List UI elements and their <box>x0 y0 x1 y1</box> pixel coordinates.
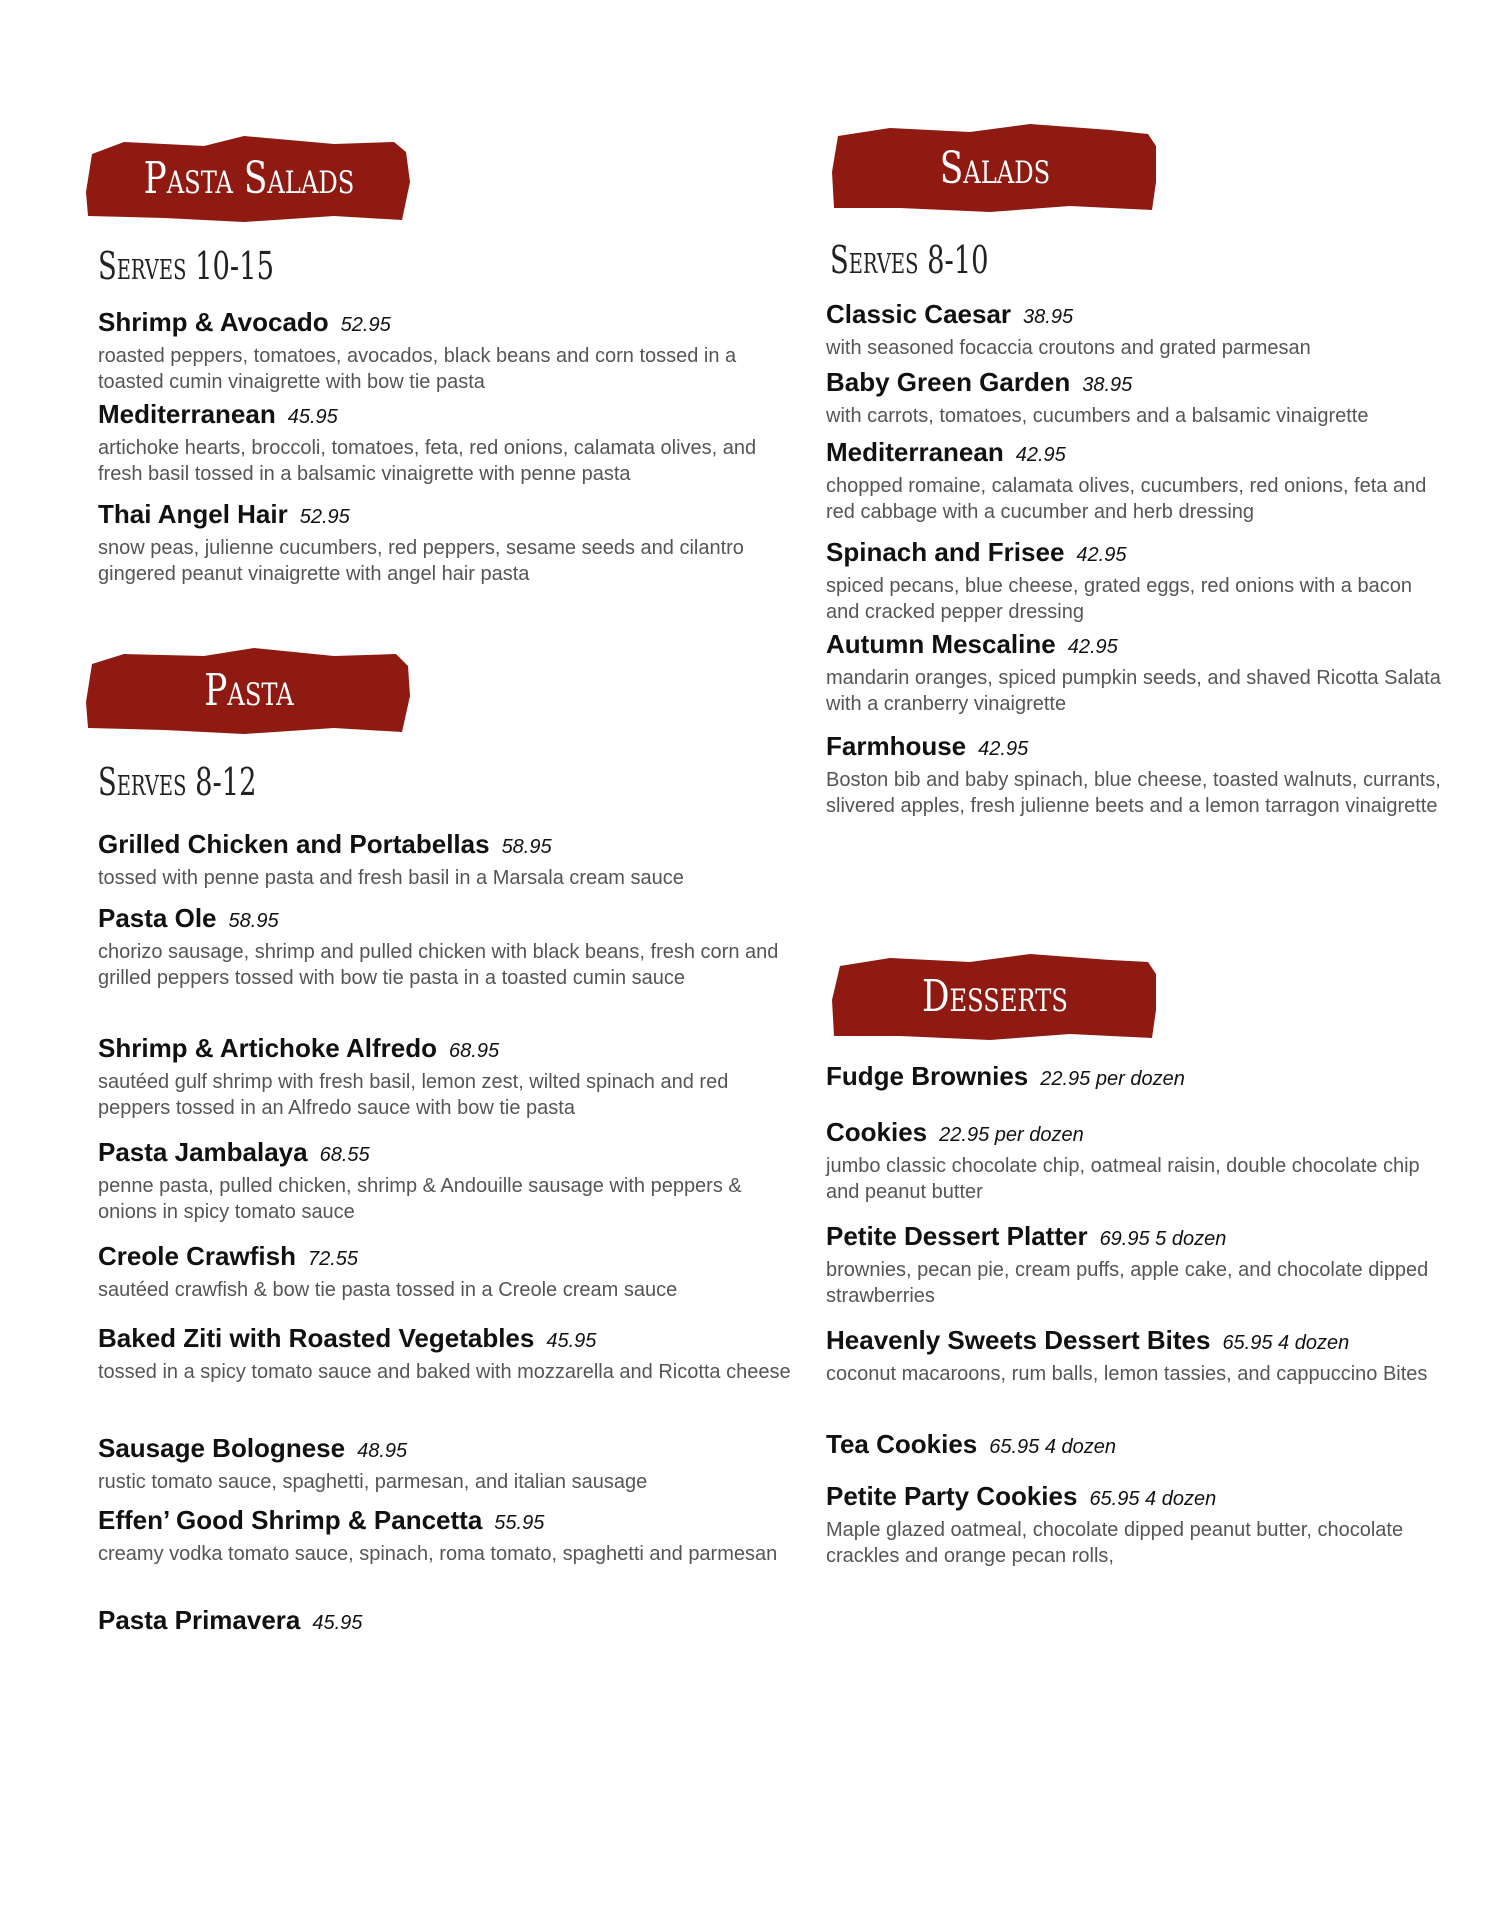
item-name: Baked Ziti with Roasted Vegetables <box>98 1323 535 1353</box>
item-price: 58.95 <box>228 910 279 932</box>
menu-item <box>826 1480 1446 1569</box>
item-price: 22.95 per dozen <box>939 1124 1084 1146</box>
menu-item <box>98 1504 798 1567</box>
item-price: 48.95 <box>357 1440 408 1462</box>
menu-item <box>98 1136 798 1225</box>
item-name: Pasta Jambalaya <box>98 1137 308 1167</box>
item-name: Baby Green Garden <box>826 367 1071 397</box>
item-name: Grilled Chicken and Portabellas <box>98 829 490 859</box>
item-price: 45.95 <box>312 1612 363 1634</box>
item-price: 42.95 <box>1076 544 1127 566</box>
menu-item <box>826 536 1446 625</box>
item-description: jumbo classic chocolate chip, oatmeal raisin, double chocolate chip and peanut butter <box>826 1155 1420 1203</box>
menu-item <box>98 1432 798 1495</box>
item-name: Spinach and Frisee <box>826 537 1065 567</box>
item-name: Sausage Bolognese <box>98 1433 346 1463</box>
item-price: 58.95 <box>501 836 552 858</box>
item-name: Shrimp & Artichoke Alfredo <box>98 1033 438 1063</box>
item-name: Shrimp & Avocado <box>98 307 329 337</box>
menu-item <box>98 398 798 487</box>
menu-item <box>826 628 1446 717</box>
item-price: 38.95 <box>1023 306 1074 328</box>
item-description: artichoke hearts, broccoli, tomatoes, feta, red onions, calamata olives, and fresh basil tossed in a balsamic vinaigrette with penne pasta <box>98 437 757 485</box>
menu-item <box>98 498 798 587</box>
item-description: mandarin oranges, spiced pumpkin seeds, and shaved Ricotta Salata with a cranberry vinaigrette <box>826 667 1441 715</box>
item-description: rustic tomato sauce, spaghetti, parmesan, and italian sausage <box>98 1471 648 1493</box>
menu-item <box>98 1240 798 1303</box>
item-description: chorizo sausage, shrimp and pulled chicken with black beans, fresh corn and grilled peppers tossed with bow tie pasta in a toasted cumin sauce <box>98 941 779 989</box>
item-name: Tea Cookies <box>826 1429 978 1459</box>
item-description: roasted peppers, tomatoes, avocados, black beans and corn tossed in a toasted cumin vinaigrette with bow tie pasta <box>98 345 737 393</box>
item-description: spiced pecans, blue cheese, grated eggs, red onions with a bacon and cracked pepper dressing <box>826 575 1412 623</box>
item-price: 42.95 <box>978 738 1029 760</box>
menu-item <box>826 1060 1446 1097</box>
menu-item <box>98 1604 798 1641</box>
item-price: 22.95 per dozen <box>1040 1068 1185 1090</box>
desserts-banner <box>830 950 1160 1042</box>
menu-item <box>826 1428 1446 1465</box>
item-price: 45.95 <box>287 406 338 428</box>
salads-serves: Serves 8-10 <box>830 238 989 282</box>
item-price: 38.95 <box>1082 374 1133 396</box>
salads-banner <box>830 122 1160 214</box>
item-description: creamy vodka tomato sauce, spinach, roma tomato, spaghetti and parmesan <box>98 1543 778 1565</box>
item-name: Farmhouse <box>826 731 967 761</box>
pasta-salads-serves: Serves 10-15 <box>98 244 275 288</box>
item-name: Creole Crawfish <box>98 1241 296 1271</box>
item-description: Boston bib and baby spinach, blue cheese, toasted walnuts, currants, slivered apples, fresh julienne beets and a lemon tarragon vinaigrette <box>826 769 1441 817</box>
item-price: 42.95 <box>1015 444 1066 466</box>
item-name: Classic Caesar <box>826 299 1012 329</box>
item-price: 52.95 <box>299 506 350 528</box>
menu-item <box>98 1322 798 1385</box>
item-description: penne pasta, pulled chicken, shrimp & Andouille sausage with peppers & onions in spicy tomato sauce <box>98 1175 742 1223</box>
item-name: Heavenly Sweets Dessert Bites <box>826 1325 1211 1355</box>
menu-item <box>826 366 1446 429</box>
item-description: snow peas, julienne cucumbers, red peppers, sesame seeds and cilantro gingered peanut vinaigrette with angel hair pasta <box>98 537 744 585</box>
item-name: Mediterranean <box>826 437 1004 467</box>
pasta-banner <box>84 644 414 736</box>
item-name: Mediterranean <box>98 399 276 429</box>
item-description: sautéed crawfish & bow tie pasta tossed in a Creole cream sauce <box>98 1279 678 1301</box>
menu-item <box>826 298 1446 361</box>
item-description: sautéed gulf shrimp with fresh basil, lemon zest, wilted spinach and red peppers tossed in an Alfredo sauce with bow tie pasta <box>98 1071 729 1119</box>
menu-item <box>98 306 798 395</box>
pasta-salads-title: Pasta Salads <box>143 152 355 204</box>
item-price: 42.95 <box>1067 636 1118 658</box>
menu-item <box>826 436 1446 525</box>
item-name: Petite Dessert Platter <box>826 1221 1088 1251</box>
item-name: Autumn Mescaline <box>826 629 1056 659</box>
item-price: 65.95 4 dozen <box>1222 1332 1350 1354</box>
menu-item <box>826 1220 1446 1309</box>
item-description: Maple glazed oatmeal, chocolate dipped peanut butter, chocolate crackles and orange pecan rolls, <box>826 1519 1404 1567</box>
pasta-salads-banner <box>84 132 414 224</box>
item-description: coconut macaroons, rum balls, lemon tassies, and cappuccino Bites <box>826 1363 1428 1385</box>
menu-item <box>98 1032 798 1121</box>
item-price: 72.55 <box>307 1248 359 1270</box>
menu-item <box>98 902 798 991</box>
item-name: Fudge Brownies <box>826 1061 1029 1091</box>
item-description: with seasoned focaccia croutons and grated parmesan <box>826 337 1311 359</box>
item-name: Pasta Ole <box>98 903 217 933</box>
item-description: brownies, pecan pie, cream puffs, apple cake, and chocolate dipped strawberries <box>826 1259 1429 1307</box>
pasta-serves: Serves 8-12 <box>98 760 257 804</box>
item-name: Thai Angel Hair <box>98 499 288 529</box>
menu-item <box>826 1116 1446 1205</box>
item-description: tossed in a spicy tomato sauce and baked with mozzarella and Ricotta cheese <box>98 1361 791 1383</box>
menu-item <box>98 828 798 891</box>
item-price: 68.95 <box>449 1040 500 1062</box>
item-price: 65.95 4 dozen <box>989 1436 1117 1458</box>
pasta-title: Pasta <box>204 664 294 716</box>
item-price: 55.95 <box>494 1512 545 1534</box>
item-price: 69.95 5 dozen <box>1099 1228 1227 1250</box>
item-price: 52.95 <box>340 314 391 336</box>
item-description: tossed with penne pasta and fresh basil in a Marsala cream sauce <box>98 867 684 889</box>
menu-item <box>826 730 1446 819</box>
item-price: 68.55 <box>319 1144 370 1166</box>
item-name: Cookies <box>826 1117 928 1147</box>
item-name: Petite Party Cookies <box>826 1481 1078 1511</box>
item-name: Pasta Primavera <box>98 1605 301 1635</box>
desserts-title: Desserts <box>921 970 1069 1022</box>
item-price: 45.95 <box>546 1330 597 1352</box>
menu-item <box>826 1324 1446 1387</box>
item-name: Effen’ Good Shrimp & Pancetta <box>98 1505 483 1535</box>
item-description: chopped romaine, calamata olives, cucumbers, red onions, feta and red cabbage with a cucumber and herb dressing <box>826 475 1427 523</box>
item-price: 65.95 4 dozen <box>1089 1488 1217 1510</box>
item-description: with carrots, tomatoes, cucumbers and a balsamic vinaigrette <box>826 405 1369 427</box>
salads-title: Salads <box>939 142 1051 194</box>
